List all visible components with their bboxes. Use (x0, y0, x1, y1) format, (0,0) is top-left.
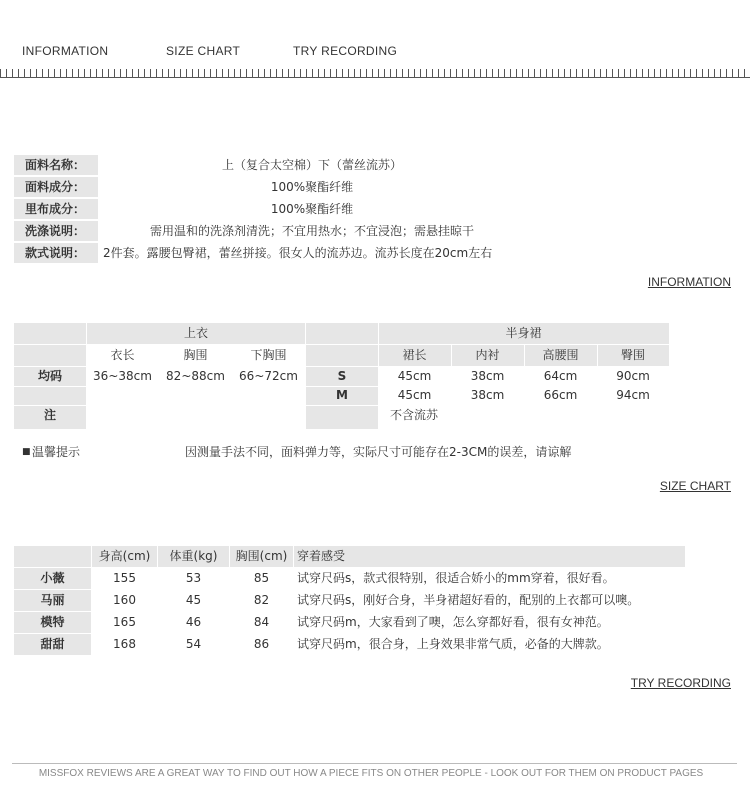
try-row-1-height: 160 (113, 593, 136, 607)
size-chart-link[interactable]: SIZE CHART (659, 479, 731, 493)
try-row-1-weight: 45 (185, 593, 202, 607)
info-label-lining: 里布成分： (14, 199, 98, 219)
ruler-divider (0, 66, 750, 78)
try-row-2-height: 165 (113, 615, 136, 629)
sep (293, 546, 294, 567)
try-row-3-height: 168 (113, 637, 136, 651)
size-group-bottom: 半身裙 (505, 326, 542, 340)
size-row-s-value-1: 38cm (470, 369, 505, 383)
size-header-top-2: 下胸围 (250, 348, 287, 362)
info-value-washing: 需用温和的洗涤剂清洗；不宜用热水；不宜浸泡；需悬挂晾干 (149, 224, 474, 238)
try-row-3-feel: 试穿尺码m，很合身，上身效果非常气质，必备的大牌款。 (297, 637, 609, 651)
try-row-0-bust: 85 (253, 571, 270, 585)
size-row-s-value-0: 45cm (397, 369, 432, 383)
gap (306, 405, 378, 406)
try-row-2-bust: 84 (253, 615, 270, 629)
try-row-0-name: 小薇 (40, 571, 65, 585)
top-nav (0, 44, 750, 60)
try-row-0-height: 155 (113, 571, 136, 585)
try-row-3-bust: 86 (253, 637, 270, 651)
gap (14, 386, 86, 387)
footer-text: MISSFOX REVIEWS ARE A GREAT WAY TO FIND OUT HOW A PIECE FITS ON OTHER PEOPLE - LOOK OUT FOR THEM ON PRODUCT PAGES (38, 768, 704, 779)
size-row-s-value-3: 90cm (616, 369, 650, 383)
size-header-bottom-2: 高腰围 (542, 348, 579, 362)
size-row-m-value-0: 45cm (397, 388, 432, 402)
try-row-1-bust: 82 (253, 593, 270, 607)
size-header-bottom-0: 裙长 (402, 348, 427, 362)
size-top-value-0: 36~38cm (93, 369, 152, 383)
size-header-bottom-3: 臀围 (620, 348, 645, 362)
size-top-value-1: 82~88cm (166, 369, 225, 383)
footer-divider (12, 763, 737, 764)
size-note-label: 注 (43, 408, 56, 422)
nav-size-chart[interactable]: SIZE CHART (166, 44, 241, 58)
nav-try-recording[interactable]: TRY RECORDING (293, 44, 398, 58)
try-header-weight: 体重(kg) (169, 549, 218, 563)
try-row-2-name: 模特 (40, 615, 65, 629)
information-link[interactable]: INFORMATION (647, 275, 731, 289)
info-label-style: 款式说明： (14, 243, 98, 263)
try-row-3-name: 甜甜 (40, 637, 65, 651)
size-note-value: 不含流苏 (390, 408, 439, 422)
info-label-washing: 洗涤说明： (14, 221, 98, 241)
size-header-top-1: 胸围 (183, 348, 208, 362)
info-value-fabric-content: 100%聚酯纤维 (270, 180, 354, 194)
size-row-m-value-1: 38cm (470, 388, 505, 402)
size-group-top: 上衣 (183, 326, 208, 340)
info-label-fabric-name: 面料名称： (14, 155, 98, 175)
try-header-bust: 胸围(cm) (235, 549, 288, 563)
info-value-style: 2件套。露腰包臀裙，蕾丝拼接。很女人的流苏边。流苏长度在20cm左右 (103, 246, 493, 260)
info-label-fabric-content: 面料成分： (14, 177, 98, 197)
try-row-2-weight: 46 (185, 615, 202, 629)
try-row-0-feel: 试穿尺码s，款式很特别，很适合娇小的mm穿着，很好看。 (297, 571, 615, 585)
info-value-lining: 100%聚酯纤维 (270, 202, 354, 216)
tip-text: 因测量手法不同，面料弹力等，实际尺寸可能存在2-3CM的误差，请谅解 (185, 445, 572, 459)
size-row-m-value-2: 66cm (543, 388, 578, 402)
size-header-bottom-1: 内衬 (475, 348, 500, 362)
try-recording-link[interactable]: TRY RECORDING (630, 676, 731, 690)
nav-information[interactable]: INFORMATION (22, 44, 109, 58)
try-row-0-weight: 53 (185, 571, 202, 585)
size-row-m-value-3: 94cm (616, 388, 650, 402)
try-row-3-weight: 54 (185, 637, 202, 651)
try-row-1-name: 马丽 (40, 593, 65, 607)
size-row-s-value-2: 64cm (543, 369, 578, 383)
try-row-1-feel: 试穿尺码s，刚好合身，半身裙超好看的，配别的上衣都可以噢。 (297, 593, 640, 607)
size-header-top-0: 衣长 (110, 348, 135, 362)
size-row-s-label: S (337, 369, 347, 383)
size-one-size-label: 均码 (37, 369, 62, 383)
tip-label: 温馨提示 (32, 445, 81, 459)
info-value-fabric-name: 上（复合太空棉）下（蕾丝流苏） (221, 158, 402, 172)
size-top-value-2: 66~72cm (239, 369, 298, 383)
try-header-height: 身高(cm) (98, 549, 151, 563)
tip-bullet: ■ (22, 447, 31, 457)
try-header-feel: 穿着感受 (297, 549, 346, 563)
try-row-2-feel: 试穿尺码m，大家看到了噢，怎么穿都好看，很有女神范。 (297, 615, 609, 629)
size-row-m-label: M (336, 388, 348, 402)
